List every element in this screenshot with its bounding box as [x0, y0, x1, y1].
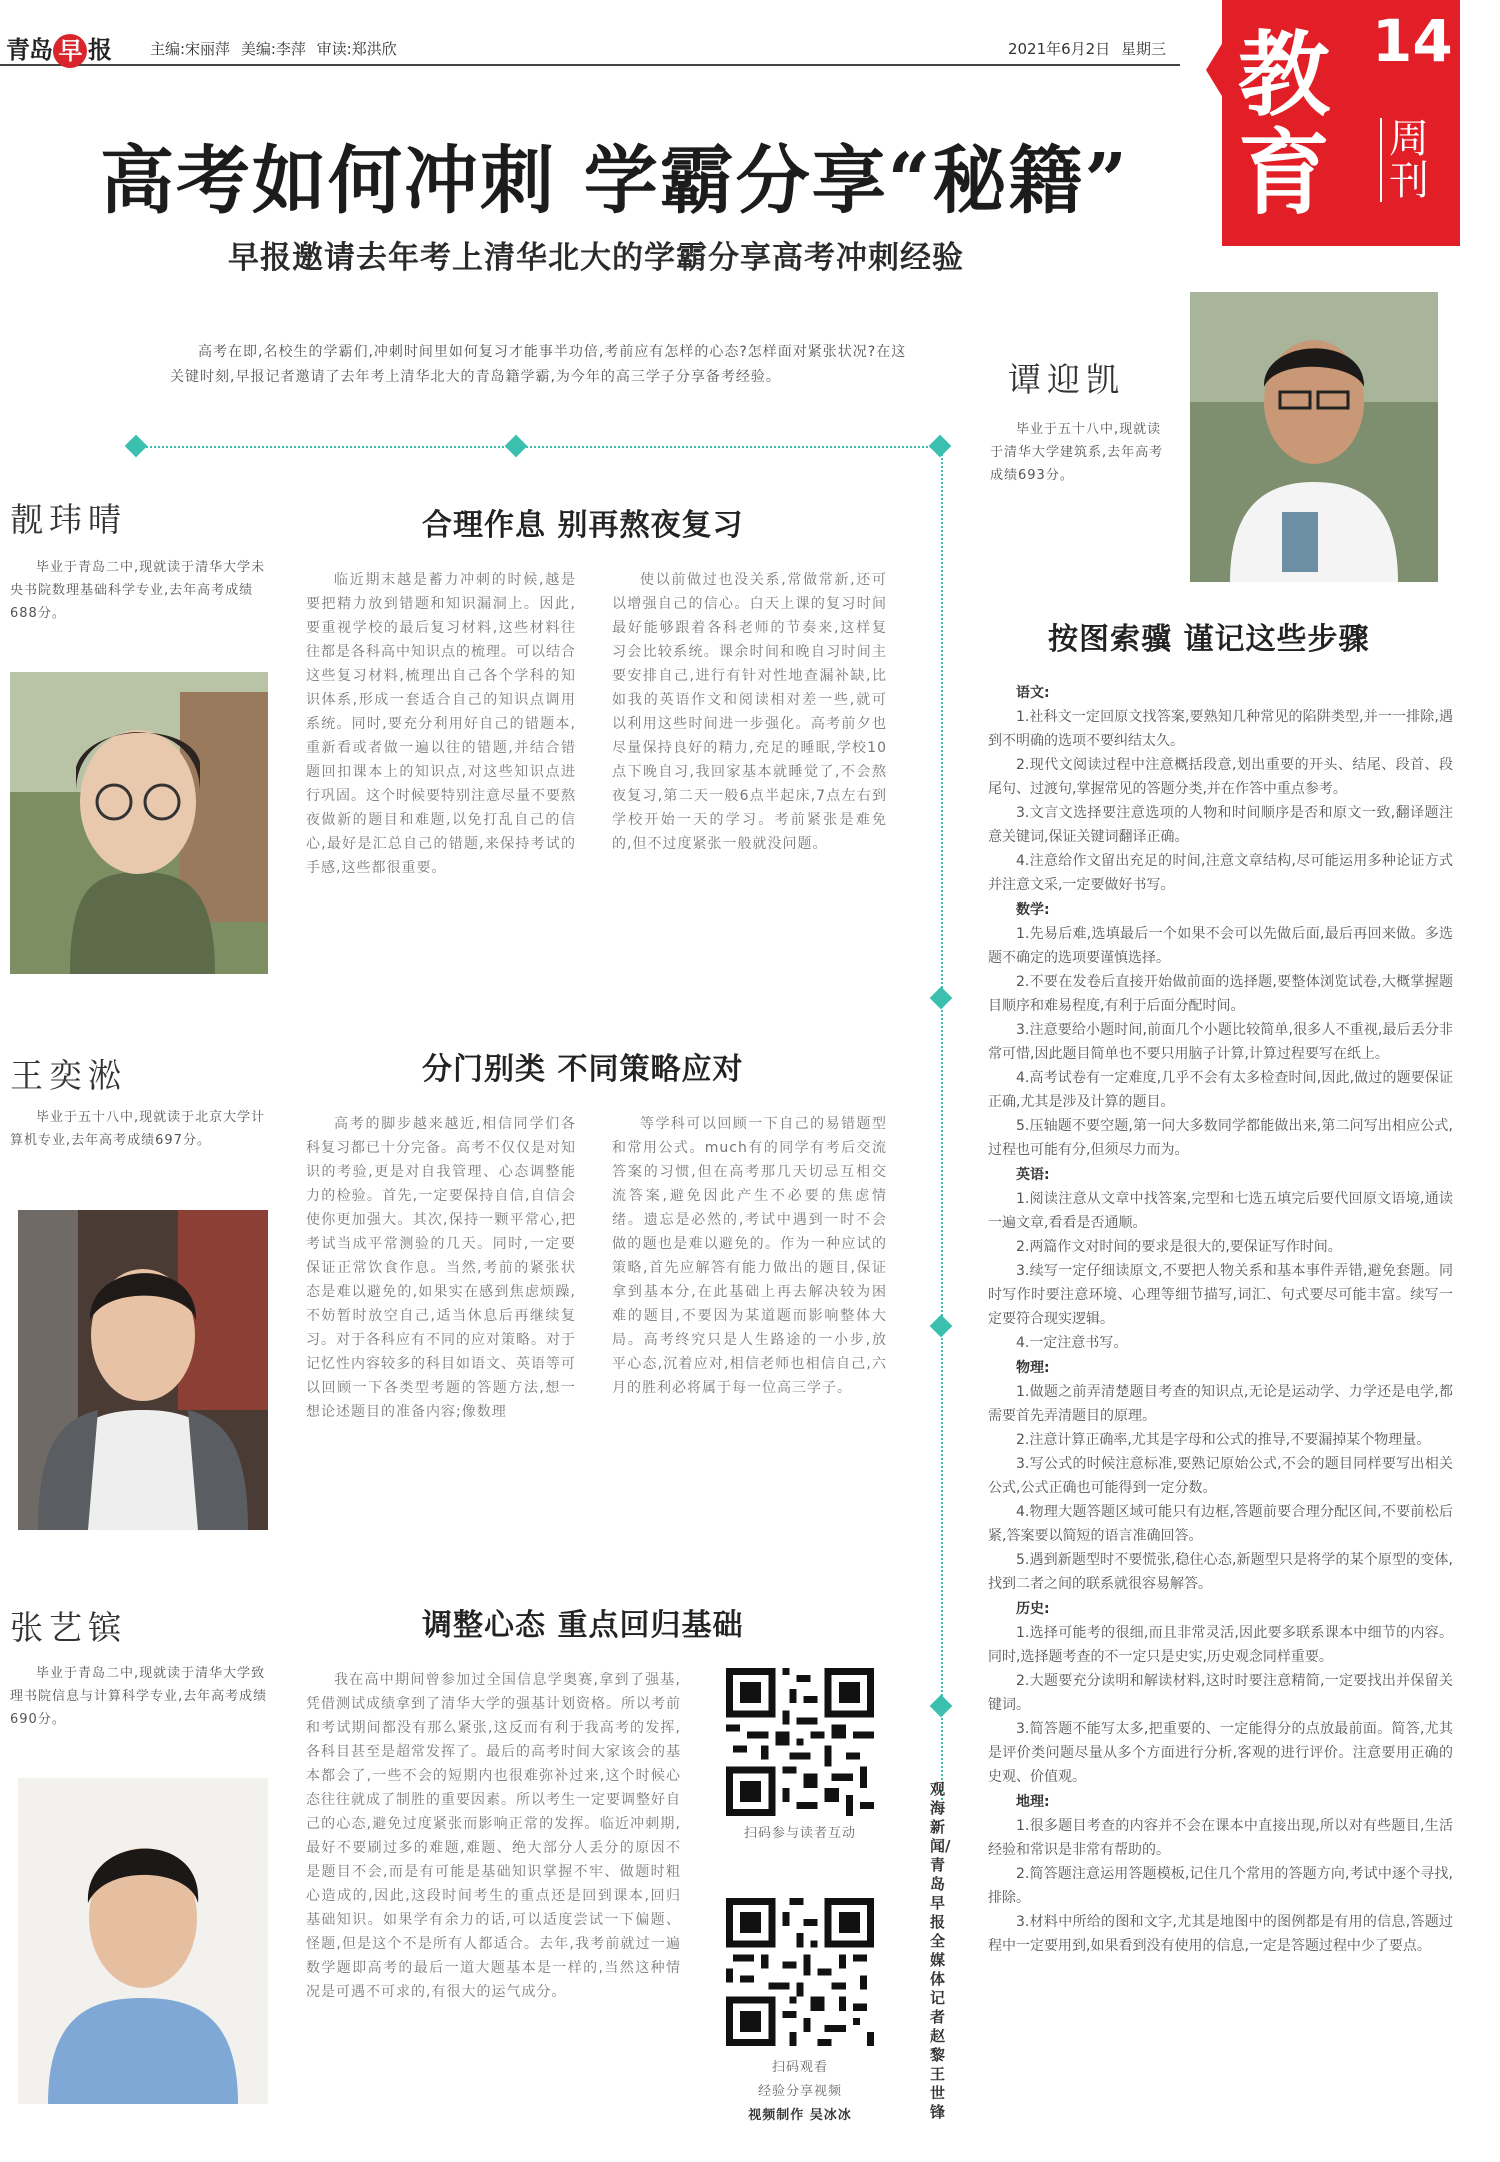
page-number: 14 — [1372, 7, 1453, 75]
tips-item: 1.做题之前弄清楚题目考查的知识点,无论是运动学、力学还是电学,都需要首先弄清题目的原理。 — [988, 1384, 1453, 1424]
tips-item: 1.社科文一定回原文找答案,要熟知几种常见的陷阱类型,并一一排除,遇到不明确的选项不要纠结太久。 — [988, 709, 1453, 749]
student-name: 靓玮晴 — [10, 500, 127, 539]
divider-diamond — [125, 435, 148, 458]
subject-tips-list — [988, 680, 1453, 1958]
reporter-credit: 观海新闻/青岛早报全媒体记者 赵黎 王世锋 — [930, 1780, 951, 2121]
tips-item: 4.物理大题答题区域可能只有边框,答题前要合理分配区间,不要前松后紧,答案要以简短的语言准确回答。 — [988, 1504, 1453, 1544]
column-divider — [941, 450, 943, 1800]
student-photo — [1190, 292, 1438, 582]
student-photo-image — [10, 672, 268, 974]
student-photo — [10, 672, 268, 974]
tips-item: 4.一定注意书写。 — [1016, 1335, 1128, 1351]
divider-diamond — [929, 435, 952, 458]
student-photo — [18, 1778, 268, 2104]
article-column: 高考的脚步越来越近,相信同学们各科复习都已十分完备。高考不仅仅是对知识的考验,更是对自我管理、心态调整能力的检验。首先,一定要保持自信,自信会使你更加强大。其次,保持一颗平常心,把考试当成平常测验的几天。同时,一定要保证正常饮食作息。当然,考前的紧张状态是难以避免的,如果实在感到焦虑烦躁,不妨暂时放空自己,适当休息后再继续复习。对于各科应有不同的应对策略。对于记忆性内容较多的科目如语文、英语等可以回顾一下各类型考题的答题方法,想一想论述题目的准备内容;像数理 — [306, 1116, 576, 1420]
tips-item: 2.两篇作文对时间的要求是很大的,要保证写作时间。 — [1016, 1239, 1342, 1255]
article-section-title: 调整心态 重点回归基础 — [422, 1608, 744, 1643]
article-column: 使以前做过也没关系,常做常新,还可以增强自己的信心。白天上课的复习时间最好能够跟着各科老师的节奏来,这样复习会比较系统。课余时间和晚自习时间主要安排自己,进行有针对性地查漏补缺,比如我的英语作文和阅读相对差一些,就可以利用这些时间进一步强化。高考前夕也尽量保持良好的精力,充足的睡眠,学校10点下晚自习,我回家基本就睡觉了,不会熬夜复习,第二天一般6点半起床,7点左右到学校开始一天的学习。考前紧张是难免的,但不过度紧张一般就没问题。 — [612, 572, 887, 852]
tips-item: 2.现代文阅读过程中注意概括段意,划出重要的开头、结尾、段首、段尾句、过渡句,掌握常见的答题分类,并在作答中重点参考。 — [988, 757, 1453, 797]
page-headline: 高考如何冲刺 学霸分享“秘籍” — [100, 138, 1129, 224]
reader-interaction-qr-code[interactable] — [726, 1668, 874, 1816]
section-char-1: 教 — [1238, 22, 1331, 129]
tips-item: 3.注意要给小题时间,前面几个小题比较简单,很多人不重视,最后丢分非常可惜,因此题目简单也不要只用脑子计算,计算过程要写在纸上。 — [988, 1022, 1453, 1062]
tips-title: 按图索骥 谨记这些步骤 — [1048, 622, 1370, 657]
tips-subject-heading: 数学: — [1016, 902, 1050, 918]
student-bio: 毕业于五十八中,现就读于北京大学计算机专业,去年高考成绩697分。 — [10, 1110, 266, 1148]
article-column: 临近期末越是蓄力冲刺的时候,越是要把精力放到错题和知识漏洞上。因此,要重视学校的最后复习材料,这些材料往往都是各科高中知识点的梳理。可以结合这些复习材料,梳理出自己各个学科的知识体系,形成一套适合自己的知识点调用系统。同时,要充分利用好自己的错题本,重新看或者做一遍以往的错题,并结合错题回扣课本上的知识点,对这些知识点进行巩固。这个时候要特别注意尽量不要熬夜做新的题目和难题,以免打乱自己的信心,最好是汇总自己的错题,来保持考试的手感,这些都很重要。 — [306, 572, 576, 876]
tips-item: 4.高考试卷有一定难度,几乎不会有太多检查时间,因此,做过的题要保证正确,尤其是涉及计算的题目。 — [988, 1070, 1453, 1110]
paper-logo — [6, 30, 111, 68]
issue-date: 2021年6月2日 星期三 — [1007, 40, 1166, 58]
tips-item: 2.简答题注意运用答题模板,记住几个常用的答题方向,考试中逐个寻找,排除。 — [988, 1866, 1453, 1906]
qr-caption: 扫码观看 — [771, 2060, 828, 2075]
divider-diamond — [505, 435, 528, 458]
tips-item: 1.选择可能考的很细,而且非常灵活,因此要多联系课本中细节的内容。同时,选择题考查的不一定只是史实,历史观念同样重要。 — [988, 1625, 1453, 1665]
section-char-2: 育 — [1238, 120, 1331, 227]
paper-logo-badge: 早 — [53, 34, 87, 68]
top-divider — [135, 446, 940, 448]
divider-diamond — [930, 1695, 953, 1718]
student-bio: 毕业于青岛二中,现就读于清华大学未央书院数理基础科学专业,去年高考成绩688分。 — [10, 560, 266, 621]
tips-subject-heading: 物理: — [1016, 1360, 1050, 1376]
student-bio: 毕业于五十八中,现就读于清华大学建筑系,去年高考成绩693分。 — [990, 422, 1164, 483]
article-section-title: 分门别类 不同策略应对 — [422, 1052, 744, 1087]
student-name: 王奕淞 — [10, 1056, 127, 1095]
section-weekly-label: 周刊 — [1380, 118, 1430, 202]
student-photo-image — [1190, 292, 1438, 582]
page-subheadline: 早报邀请去年考上清华北大的学霸分享高考冲刺经验 — [228, 240, 964, 276]
article-column: 等学科可以回顾一下自己的易错题型和常用公式。much有的同学有考后交流答案的习惯,但在高考那几天切忌互相交流答案,避免因此产生不必要的焦虑情绪。遗忘是必然的,考试中遇到一时不会做的题也是难以避免的。作为一种应试的策略,首先应解答有能力做出的题目,保证拿到基本分,在此基础上再去解决较为困难的题目,不要因为某道题而影响整体大局。高考终究只是人生路途的一小步,放平心态,沉着应对,相信老师也相信自己,六月的胜利必将属于每一位高三学子。 — [612, 1116, 887, 1396]
tips-item: 3.简答题不能写太多,把重要的、一定能得分的点放最前面。简答,尤其是评价类问题尽量从多个方面进行分析,客观的进行评价。注意要用正确的史观、价值观。 — [988, 1721, 1453, 1785]
tips-item: 2.注意计算正确率,尤其是字母和公式的推导,不要漏掉某个物理量。 — [1016, 1432, 1431, 1448]
masthead — [0, 28, 1180, 66]
divider-diamond — [930, 987, 953, 1010]
student-photo — [18, 1210, 268, 1530]
tips-item: 2.大题要充分读明和解读材料,这时时要注意精简,一定要找出并保留关键词。 — [988, 1673, 1453, 1713]
qr-caption: 扫码参与读者互动 — [743, 1826, 856, 1841]
student-photo-image — [18, 1210, 268, 1530]
paper-logo-suffix: 报 — [88, 36, 111, 64]
editor-credits: 主编:宋丽萍 美编:李萍 审读:郑洪欣 — [150, 40, 397, 58]
tips-item: 1.先易后难,选填最后一个如果不会可以先做后面,最后再回来做。多选题不确定的选项要谨慎选择。 — [988, 926, 1453, 966]
tips-subject-heading: 英语: — [1016, 1167, 1050, 1183]
qr-code-image — [726, 1668, 874, 1816]
tips-item: 4.注意给作文留出充足的时间,注意文章结构,尽可能运用多种论证方式并注意文采,一定要做好书写。 — [988, 853, 1453, 893]
paper-logo-prefix: 青岛 — [6, 36, 52, 64]
video-credit: 视频制作 吴冰冰 — [748, 2108, 852, 2123]
student-photo-image — [18, 1778, 268, 2104]
tips-subject-heading: 语文: — [1016, 685, 1050, 701]
tips-subject-heading: 地理: — [1016, 1794, 1050, 1810]
student-bio: 毕业于青岛二中,现就读于清华大学致理书院信息与计算科学专业,去年高考成绩690分。 — [10, 1666, 268, 1727]
qr-caption: 经验分享视频 — [757, 2084, 842, 2099]
experience-video-qr-code[interactable] — [726, 1898, 874, 2046]
qr-code-image — [726, 1898, 874, 2046]
tips-subject-heading: 历史: — [1016, 1601, 1050, 1617]
article-section-title: 合理作息 别再熬夜复习 — [422, 508, 744, 543]
intro-paragraph: 高考在即,名校生的学霸们,冲刺时间里如何复习才能事半功倍,考前应有怎样的心态?怎样面对紧张状况?在这关键时刻,早报记者邀请了去年考上清华北大的青岛籍学霸,为今年的高三学子分享备考经验。 — [170, 344, 907, 385]
student-name: 谭迎凯 — [1008, 360, 1125, 399]
tips-item: 3.续写一定仔细读原文,不要把人物关系和基本事件弄错,避免套题。同时写作时要注意环境、心理等细节描写,词汇、句式要尽可能丰富。续写一定要符合现实逻辑。 — [988, 1263, 1453, 1327]
article-column: 我在高中期间曾参加过全国信息学奥赛,拿到了强基,凭借测试成绩拿到了清华大学的强基计划资格。所以考前和考试期间都没有那么紧张,这反而有利于我高考的发挥,各科目甚至是超常发挥了。最后的高考时间大家该会的基本都会了,一些不会的短期内也很难弥补过来,这个时候心态往往就成了制胜的重要因素。所以考生一定要调整好自己的心态,避免过度紧张而影响正常的发挥。临近冲刺期,最好不要刷过多的难题,难题、绝大部分人丢分的原因不是题目不会,而是有可能是基础知识掌握不牢、做题时粗心造成的,因此,这段时间考生的重点还是回到课本,回归基础知识。如果学有余力的话,可以适度尝试一下偏题、怪题,但是这个不是所有人都适合。去年,我考前就过一遍数学题即高考的最后一道大题基本是一样的,当然这种情况是可遇不可求的,有很大的运气成分。 — [306, 1672, 681, 2000]
tips-item: 3.材料中所给的图和文字,尤其是地图中的图例都是有用的信息,答题过程中一定要用到,如果看到没有使用的信息,一定是答题过程中少了要点。 — [988, 1914, 1453, 1954]
tips-item: 1.阅读注意从文章中找答案,完型和七选五填完后要代回原文语境,通读一遍文章,看看是否通顺。 — [988, 1191, 1453, 1231]
tips-item: 3.写公式的时候注意标准,要熟记原始公式,不会的题目同样要写出相关公式,公式正确也可能得到一定分数。 — [988, 1456, 1453, 1496]
divider-diamond — [930, 1315, 953, 1338]
tips-item: 5.压轴题不要空题,第一问大多数同学都能做出来,第二问写出相应公式,过程也可能有分,但须尽力而为。 — [988, 1118, 1453, 1158]
student-name: 张艺镔 — [10, 1608, 127, 1647]
section-label-box — [1222, 0, 1460, 246]
tips-item: 5.遇到新题型时不要慌张,稳住心态,新题型只是将学的某个原型的变体,找到二者之间的联系就很容易解答。 — [988, 1552, 1453, 1592]
tips-item: 2.不要在发卷后直接开始做前面的选择题,要整体浏览试卷,大概掌握题目顺序和难易程度,有利于后面分配时间。 — [988, 974, 1453, 1014]
tips-item: 1.很多题目考查的内容并不会在课本中直接出现,所以对有些题目,生活经验和常识是非常有帮助的。 — [988, 1818, 1453, 1858]
tips-item: 3.文言文选择要注意选项的人物和时间顺序是否和原文一致,翻译题注意关键词,保证关键词翻译正确。 — [988, 805, 1453, 845]
